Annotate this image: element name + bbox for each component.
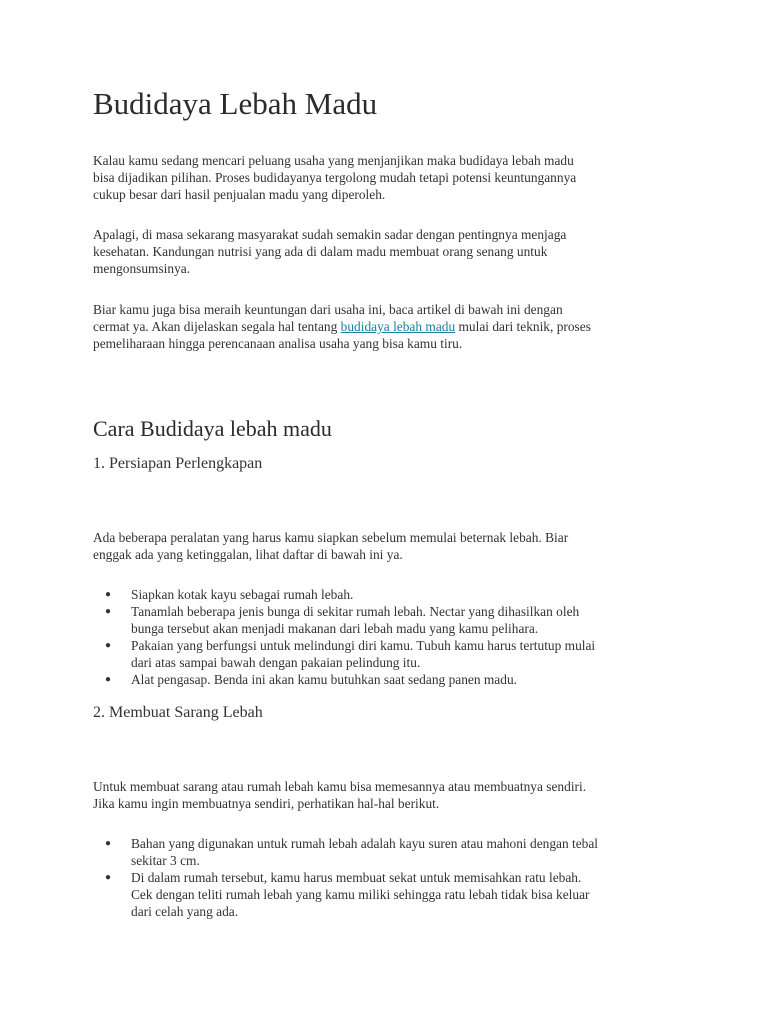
text-line: bisa dijadikan pilihan. Proses budidayanya tergolong mudah tetapi potensi keuntungannya [93, 170, 577, 185]
text-line: Bahan yang digunakan untuk rumah lebah adalah kayu suren atau mahoni dengan tebal [131, 836, 599, 851]
intro-paragraph-2 [93, 226, 683, 277]
step1-bullet-list [93, 586, 683, 688]
document-title: Budidaya Lebah Madu [93, 86, 378, 121]
text-line: bunga tersebut akan menjadi makanan dari lebah madu yang kamu pelihara. [131, 621, 539, 636]
text-line: Untuk membuat sarang atau rumah lebah kamu bisa memesannya atau membuatnya sendiri. [93, 779, 587, 794]
bullet-icon: ● [105, 838, 112, 849]
text-line: Cek dengan teliti rumah lebah yang kamu miliki sehingga ratu lebah tidak bisa keluar [131, 887, 590, 902]
text-segment: cermat ya. Akan dijelaskan segala hal tentang [93, 319, 341, 334]
bullet-icon: ● [105, 606, 112, 617]
list-item [93, 869, 683, 920]
text-line: Pakaian yang berfungsi untuk melindungi diri kamu. Tubuh kamu harus tertutup mulai [131, 638, 596, 653]
text-line: Jika kamu ingin membuatnya sendiri, perhatikan hal-hal berikut. [93, 796, 440, 811]
bullet-icon: ● [105, 589, 112, 600]
text-line: sekitar 3 cm. [131, 853, 200, 868]
text-line: Apalagi, di masa sekarang masyarakat sudah semakin sadar dengan pentingnya menjaga [93, 227, 567, 242]
list-item [93, 603, 683, 637]
list-item [93, 637, 683, 671]
budidaya-lebah-madu-link[interactable]: budidaya lebah madu [340, 319, 456, 334]
text-line: Biar kamu juga bisa meraih keuntungan dari usaha ini, baca artikel di bawah ini dengan [93, 302, 563, 317]
text-line: kesehatan. Kandungan nutrisi yang ada di dalam madu membuat orang senang untuk [93, 244, 548, 259]
text-line: mengonsumsinya. [93, 261, 191, 276]
text-line: pemeliharaan hingga perencanaan analisa usaha yang bisa kamu tiru. [93, 336, 463, 351]
list-item [93, 671, 683, 688]
text-line [93, 318, 683, 335]
intro-paragraph-1 [93, 152, 683, 203]
list-item [93, 835, 683, 869]
text-line: enggak ada yang ketinggalan, lihat daftar di bawah ini ya. [93, 547, 403, 562]
intro-paragraph-3 [93, 301, 683, 352]
bullet-icon: ● [105, 674, 112, 685]
text-line: cukup besar dari hasil penjualan madu yang diperoleh. [93, 187, 386, 202]
step2-bullet-list [93, 835, 683, 920]
text-line: Alat pengasap. Benda ini akan kamu butuhkan saat sedang panen madu. [131, 672, 517, 687]
text-line: Tanamlah beberapa jenis bunga di sekitar rumah lebah. Nectar yang dihasilkan oleh [131, 604, 580, 619]
step1-heading: 1. Persiapan Perlengkapan [93, 455, 263, 472]
section-heading: Cara Budidaya lebah madu [93, 416, 332, 441]
text-segment: mulai dari teknik, proses [455, 319, 591, 334]
text-line: dari celah yang ada. [131, 904, 239, 919]
text-line: Kalau kamu sedang mencari peluang usaha yang menjanjikan maka budidaya lebah madu [93, 153, 574, 168]
text-line: dari atas sampai bawah dengan pakaian pelindung itu. [131, 655, 421, 670]
step2-heading: 2. Membuat Sarang Lebah [93, 704, 263, 721]
text-line: Siapkan kotak kayu sebagai rumah lebah. [131, 587, 354, 602]
text-line: Di dalam rumah tersebut, kamu harus membuat sekat untuk memisahkan ratu lebah. [131, 870, 582, 885]
text-line: Ada beberapa peralatan yang harus kamu siapkan sebelum memulai beternak lebah. Biar [93, 530, 569, 545]
bullet-icon: ● [105, 640, 112, 651]
step1-paragraph [93, 529, 683, 563]
step2-paragraph [93, 778, 683, 812]
list-item [93, 586, 683, 603]
bullet-icon: ● [105, 872, 112, 883]
